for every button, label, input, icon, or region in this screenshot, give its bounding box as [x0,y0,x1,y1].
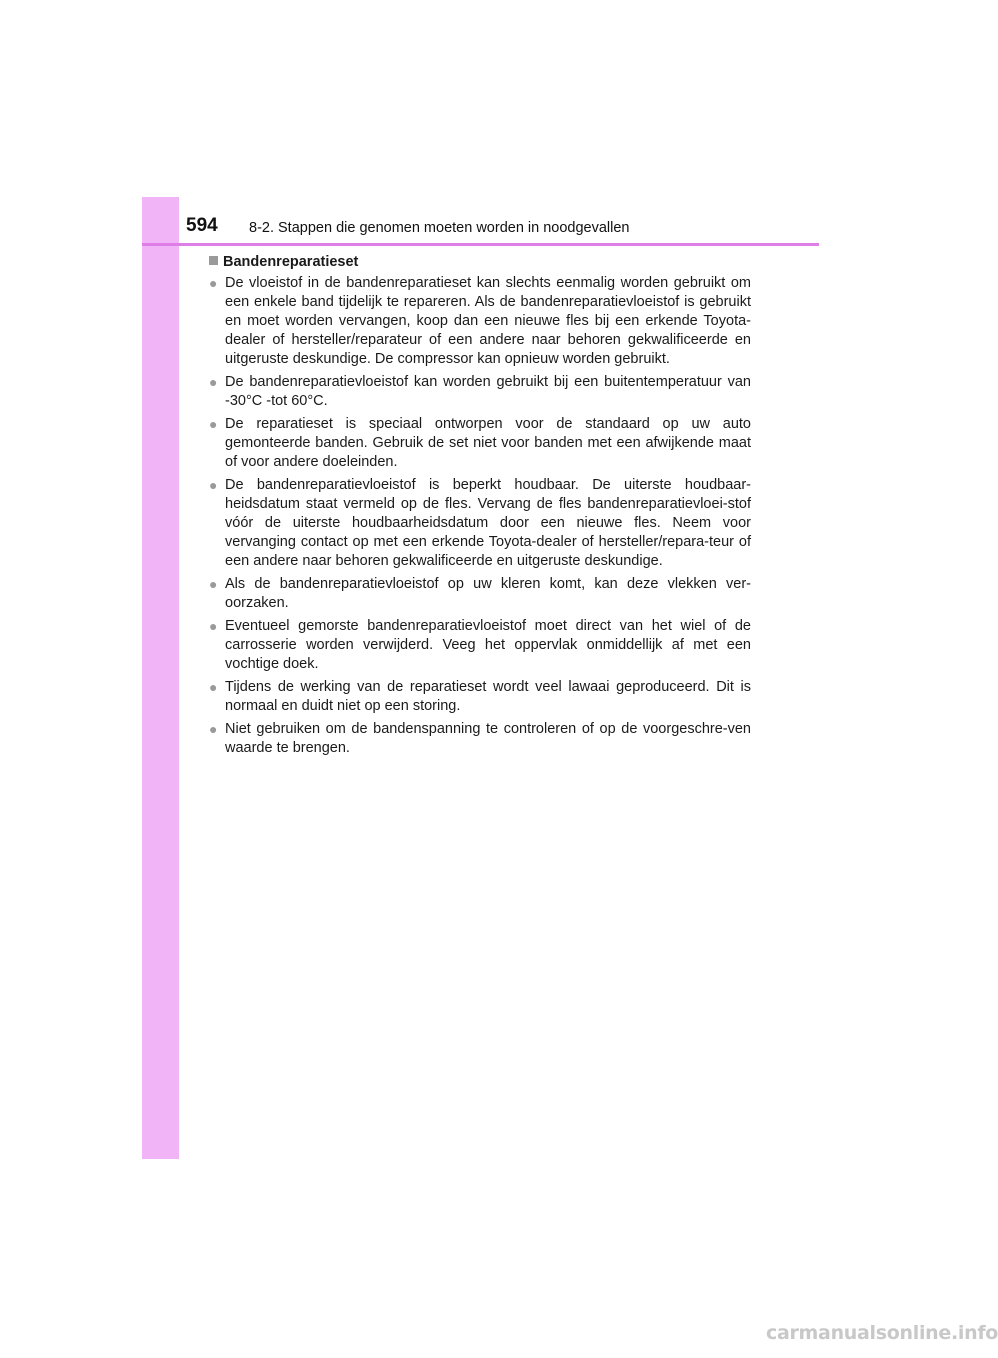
page-sidebar [142,197,179,1159]
circle-bullet-icon: ● [209,416,218,432]
list-item [209,274,751,369]
list-item [209,373,751,411]
circle-bullet-icon: ● [209,374,218,390]
list-item [209,720,751,758]
list-item-text: Als de bandenreparatievloeistof op uw kleren komt, kan deze vlekken ver-oorzaken. [225,576,751,611]
list-item-text: De vloeistof in de bandenreparatieset kan slechts eenmalig worden gebruikt om een enkele band tijdelijk te repareren. Als de bandenreparatievloeistof is gebruikt en moet worden vervangen, koop dan een nieuwe fles bij een erkende Toyota-dealer of hersteller/reparateur of een andere naar behoren gekwalificeerde en uitgeruste deskundige. De compressor kan opnieuw worden gebruikt. [225,275,751,367]
watermark-link[interactable]: carmanualsonline.info [766,1322,998,1344]
list-item [209,678,751,716]
circle-bullet-icon: ● [209,618,218,634]
list-item [209,617,751,674]
list-item-text: Eventueel gemorste bandenreparatievloeistof moet direct van het wiel of de carrosserie worden verwijderd. Veeg het oppervlak onmiddellijk af met een vochtige doek. [225,618,751,672]
page-content [209,253,751,762]
circle-bullet-icon: ● [209,576,218,592]
list-item-text: Tijdens de werking van de reparatieset wordt veel lawaai geproduceerd. Dit is normaal en duidt niet op een storing. [225,679,751,714]
circle-bullet-icon: ● [209,679,218,695]
circle-bullet-icon: ● [209,721,218,737]
square-bullet-icon [209,256,218,265]
section-heading-text: Bandenreparatieset [223,254,359,270]
list-item [209,476,751,571]
list-item-text: Niet gebruiken om de bandenspanning te controleren of op de voorgeschre-ven waarde te brengen. [225,721,751,756]
list-item-text: De reparatieset is speciaal ontworpen voor de standaard op uw auto gemonteerde banden. Gebruik de set niet voor banden met een afwijkende maat of voor andere doeleinden. [225,416,751,470]
list-item-text: De bandenreparatievloeistof kan worden gebruikt bij een buitentemperatuur van -30°C -tot 60°C. [225,374,751,409]
list-item [209,575,751,613]
page-number: 594 [186,215,218,236]
section-heading [209,253,751,272]
list-item [209,415,751,472]
section-title: 8-2. Stappen die genomen moeten worden in noodgevallen [249,220,630,236]
header-divider [142,243,819,246]
circle-bullet-icon: ● [209,275,218,291]
list-item-text: De bandenreparatievloeistof is beperkt houdbaar. De uiterste houdbaar-heidsdatum staat vermeld op de fles. Vervang de fles bandenreparatievloei-stof vóór de uiterste houdbaarheidsdatum door een nieuwe fles. Neem voor vervanging contact op met een erkende Toyota-dealer of hersteller/repara-teur of een andere naar behoren gekwalificeerde en uitgeruste deskundige. [225,477,751,569]
circle-bullet-icon: ● [209,477,218,493]
